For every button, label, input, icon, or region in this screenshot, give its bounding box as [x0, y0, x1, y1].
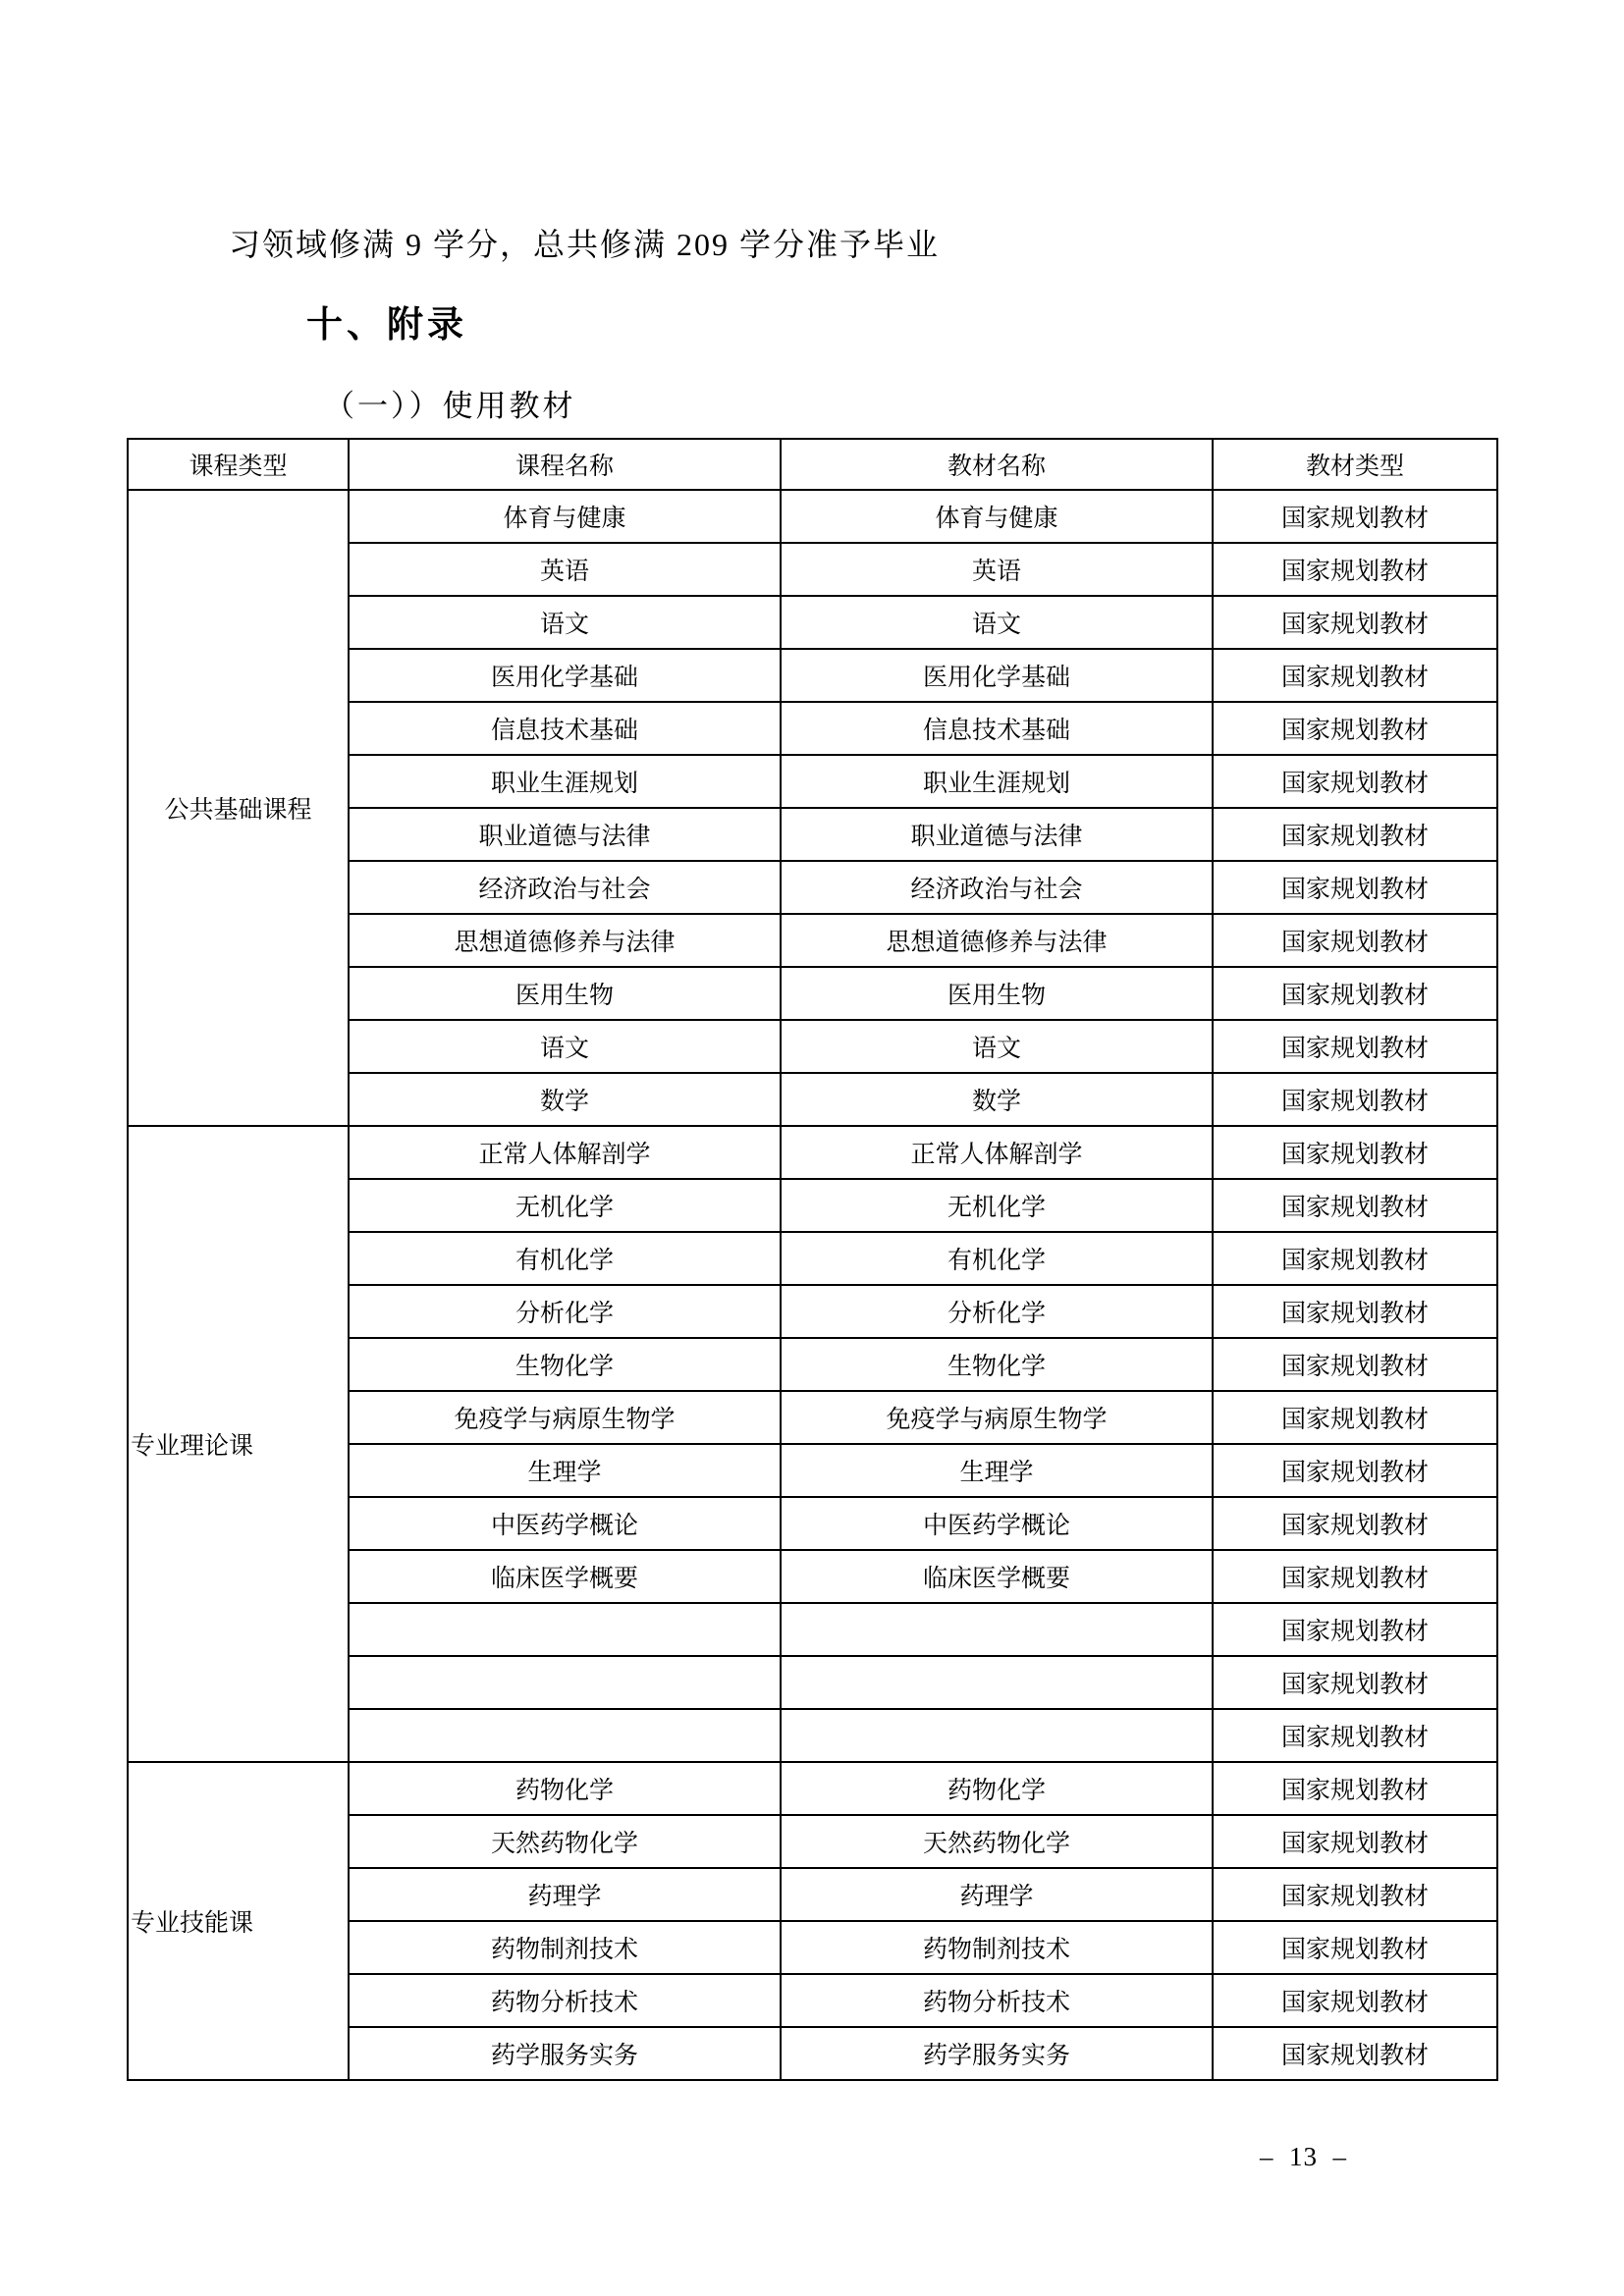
header-cell-course-name: 课程名称	[349, 439, 781, 490]
textbook-name-cell: 医用化学基础	[781, 649, 1213, 702]
textbook-name-cell: 药学服务实务	[781, 2027, 1213, 2080]
table-row	[128, 1126, 1497, 1179]
textbook-type-cell: 国家规划教材	[1213, 1709, 1497, 1762]
textbook-name-cell: 体育与健康	[781, 490, 1213, 543]
textbook-type-cell: 国家规划教材	[1213, 1974, 1497, 2027]
textbook-name-cell: 数学	[781, 1073, 1213, 1126]
course-name-cell: 生理学	[349, 1444, 781, 1497]
textbook-name-cell	[781, 1709, 1213, 1762]
textbook-name-cell: 生物化学	[781, 1338, 1213, 1391]
section-heading: 十、附录	[306, 304, 467, 345]
textbook-type-cell: 国家规划教材	[1213, 1073, 1497, 1126]
textbook-type-cell: 国家规划教材	[1213, 967, 1497, 1020]
course-name-cell: 医用化学基础	[349, 649, 781, 702]
course-name-cell: 分析化学	[349, 1285, 781, 1338]
textbook-name-cell: 药物化学	[781, 1762, 1213, 1815]
textbook-type-cell: 国家规划教材	[1213, 1285, 1497, 1338]
textbook-type-cell: 国家规划教材	[1213, 1232, 1497, 1285]
textbook-type-cell: 国家规划教材	[1213, 808, 1497, 861]
course-name-cell: 药学服务实务	[349, 2027, 781, 2080]
textbook-name-cell: 职业道德与法律	[781, 808, 1213, 861]
textbook-name-cell: 思想道德修养与法律	[781, 914, 1213, 967]
textbook-table-body	[128, 490, 1497, 2080]
textbook-type-cell: 国家规划教材	[1213, 649, 1497, 702]
textbook-type-cell: 国家规划教材	[1213, 1762, 1497, 1815]
course-name-cell: 药物化学	[349, 1762, 781, 1815]
textbook-name-cell	[781, 1656, 1213, 1709]
textbook-name-cell	[781, 1603, 1213, 1656]
course-name-cell	[349, 1656, 781, 1709]
textbook-name-cell: 中医药学概论	[781, 1497, 1213, 1550]
table-row	[128, 490, 1497, 543]
course-name-cell: 经济政治与社会	[349, 861, 781, 914]
textbook-type-cell: 国家规划教材	[1213, 543, 1497, 596]
header-cell-course-type: 课程类型	[128, 439, 349, 490]
textbook-type-cell: 国家规划教材	[1213, 861, 1497, 914]
textbook-type-cell: 国家规划教材	[1213, 1656, 1497, 1709]
course-name-cell: 正常人体解剖学	[349, 1126, 781, 1179]
intro-text: 习领域修满 9 学分，总共修满 209 学分准予毕业	[229, 227, 941, 262]
textbook-type-cell: 国家规划教材	[1213, 1603, 1497, 1656]
textbook-name-cell: 无机化学	[781, 1179, 1213, 1232]
textbook-name-cell: 临床医学概要	[781, 1550, 1213, 1603]
course-name-cell: 中医药学概论	[349, 1497, 781, 1550]
textbook-type-cell: 国家规划教材	[1213, 1815, 1497, 1868]
course-name-cell: 语文	[349, 1020, 781, 1073]
course-name-cell: 数学	[349, 1073, 781, 1126]
category-cell: 专业技能课	[128, 1762, 349, 2080]
course-name-cell: 药物分析技术	[349, 1974, 781, 2027]
course-name-cell: 无机化学	[349, 1179, 781, 1232]
course-name-cell	[349, 1709, 781, 1762]
textbook-name-cell: 分析化学	[781, 1285, 1213, 1338]
course-name-cell: 语文	[349, 596, 781, 649]
textbook-type-cell: 国家规划教材	[1213, 1868, 1497, 1921]
course-name-cell: 药理学	[349, 1868, 781, 1921]
course-name-cell	[349, 1603, 781, 1656]
textbook-name-cell: 医用生物	[781, 967, 1213, 1020]
textbook-type-cell: 国家规划教材	[1213, 490, 1497, 543]
course-name-cell: 免疫学与病原生物学	[349, 1391, 781, 1444]
header-cell-textbook-name: 教材名称	[781, 439, 1213, 490]
textbook-type-cell: 国家规划教材	[1213, 1391, 1497, 1444]
textbook-type-cell: 国家规划教材	[1213, 596, 1497, 649]
page-number: – 13 –	[1260, 2142, 1347, 2171]
textbook-name-cell: 药物制剂技术	[781, 1921, 1213, 1974]
course-name-cell: 有机化学	[349, 1232, 781, 1285]
course-name-cell: 体育与健康	[349, 490, 781, 543]
textbook-type-cell: 国家规划教材	[1213, 914, 1497, 967]
category-cell: 专业理论课	[128, 1126, 349, 1762]
textbook-type-cell: 国家规划教材	[1213, 1921, 1497, 1974]
textbook-type-cell: 国家规划教材	[1213, 755, 1497, 808]
textbook-name-cell: 语文	[781, 1020, 1213, 1073]
course-name-cell: 信息技术基础	[349, 702, 781, 755]
category-cell: 公共基础课程	[128, 490, 349, 1126]
course-name-cell: 医用生物	[349, 967, 781, 1020]
textbook-name-cell: 免疫学与病原生物学	[781, 1391, 1213, 1444]
textbook-name-cell: 职业生涯规划	[781, 755, 1213, 808]
course-name-cell: 职业道德与法律	[349, 808, 781, 861]
textbook-name-cell: 经济政治与社会	[781, 861, 1213, 914]
course-name-cell: 药物制剂技术	[349, 1921, 781, 1974]
textbook-type-cell: 国家规划教材	[1213, 1179, 1497, 1232]
textbook-name-cell: 天然药物化学	[781, 1815, 1213, 1868]
course-name-cell: 思想道德修养与法律	[349, 914, 781, 967]
textbook-type-cell: 国家规划教材	[1213, 1338, 1497, 1391]
subsection-heading: （一））使用教材	[324, 389, 576, 423]
table-row	[128, 1762, 1497, 1815]
textbook-name-cell: 正常人体解剖学	[781, 1126, 1213, 1179]
course-name-cell: 职业生涯规划	[349, 755, 781, 808]
course-name-cell: 天然药物化学	[349, 1815, 781, 1868]
textbook-name-cell: 信息技术基础	[781, 702, 1213, 755]
textbook-type-cell: 国家规划教材	[1213, 1126, 1497, 1179]
course-name-cell: 英语	[349, 543, 781, 596]
textbook-type-cell: 国家规划教材	[1213, 2027, 1497, 2080]
textbook-name-cell: 药理学	[781, 1868, 1213, 1921]
textbook-name-cell: 英语	[781, 543, 1213, 596]
textbook-table	[127, 438, 1498, 2081]
textbook-type-cell: 国家规划教材	[1213, 1020, 1497, 1073]
textbook-type-cell: 国家规划教材	[1213, 1497, 1497, 1550]
textbook-name-cell: 有机化学	[781, 1232, 1213, 1285]
textbook-name-cell: 语文	[781, 596, 1213, 649]
textbook-type-cell: 国家规划教材	[1213, 1550, 1497, 1603]
table-header-row	[128, 439, 1497, 490]
textbook-type-cell: 国家规划教材	[1213, 702, 1497, 755]
textbook-name-cell: 生理学	[781, 1444, 1213, 1497]
course-name-cell: 临床医学概要	[349, 1550, 781, 1603]
header-cell-textbook-type: 教材类型	[1213, 439, 1497, 490]
textbook-type-cell: 国家规划教材	[1213, 1444, 1497, 1497]
textbook-name-cell: 药物分析技术	[781, 1974, 1213, 2027]
course-name-cell: 生物化学	[349, 1338, 781, 1391]
